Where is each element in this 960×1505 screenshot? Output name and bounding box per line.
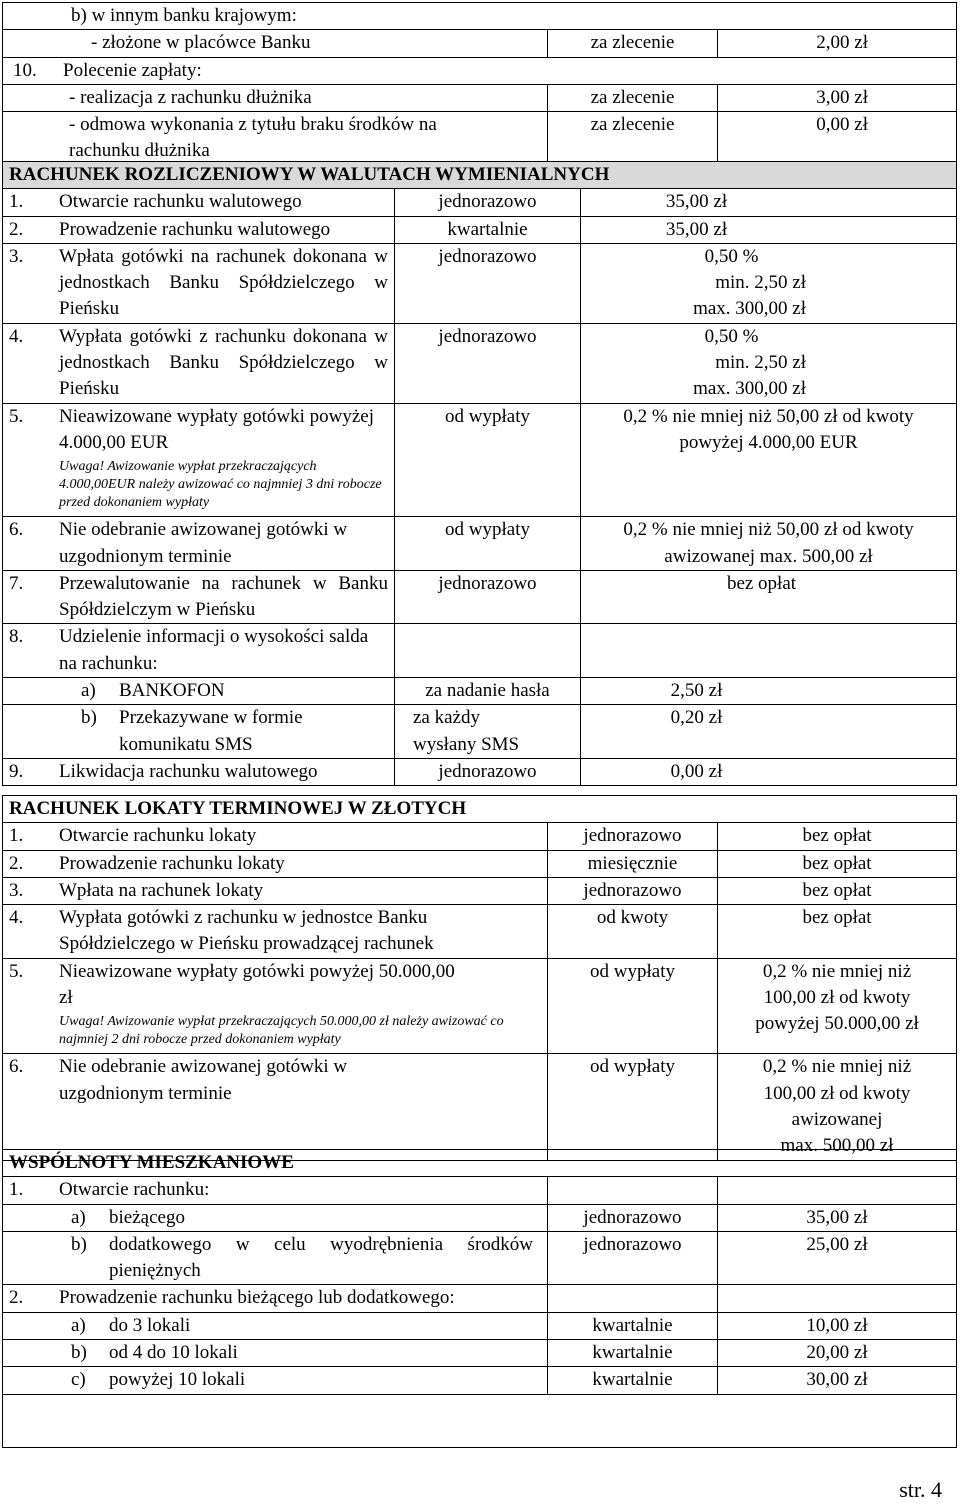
row-fee: bez opłat xyxy=(718,877,957,904)
row-label xyxy=(3,1054,548,1160)
row-label xyxy=(3,570,395,624)
table-row xyxy=(3,112,957,166)
row-text: Otwarcie rachunku walutowego xyxy=(59,191,302,213)
row-frequency: miesięcznie xyxy=(548,850,718,877)
row-text: dodatkowego w celu wyodrębnienia środków pieniężnych xyxy=(109,1233,533,1282)
row-fee: 20,00 zł xyxy=(718,1340,957,1367)
row-fee xyxy=(718,1285,957,1312)
fee-table-continued xyxy=(2,2,957,166)
fee-line: 0,2 % nie mniej niż 50,00 zł od kwoty xyxy=(623,405,914,427)
table-row xyxy=(3,1231,957,1285)
section-title: RACHUNEK LOKATY TERMINOWEJ W ZŁOTYCH xyxy=(3,796,957,823)
table-row xyxy=(3,30,957,57)
table-row xyxy=(3,850,957,877)
table-row xyxy=(3,823,957,850)
row-text: do 3 lokali xyxy=(109,1314,191,1336)
row-number: 8. xyxy=(9,626,24,648)
row-number: 2. xyxy=(9,218,24,240)
row-label xyxy=(3,850,548,877)
table-row xyxy=(3,3,957,30)
row-frequency: za zlecenie xyxy=(548,30,718,57)
row-frequency: od wypłaty xyxy=(395,517,581,571)
row-frequency: jednorazowo xyxy=(548,1204,718,1231)
row-fee: bez opłat xyxy=(718,823,957,850)
row-frequency: za nadanie hasła xyxy=(395,678,581,705)
row-frequency: od wypłaty xyxy=(395,403,581,517)
table-row xyxy=(3,517,957,571)
table-row xyxy=(3,758,957,785)
fee-line: max. 500,00 zł xyxy=(780,1135,894,1157)
table-row xyxy=(3,243,957,323)
row-label xyxy=(3,958,548,1054)
table-row xyxy=(3,216,957,243)
row-subletter: b) xyxy=(71,1342,87,1364)
table-row xyxy=(3,1204,957,1231)
row-fee: 3,00 zł xyxy=(718,84,957,111)
section-header xyxy=(3,162,957,189)
table-row xyxy=(3,705,957,759)
row-label xyxy=(3,624,395,678)
row-frequency: jednorazowo xyxy=(548,1231,718,1285)
row-note: Uwaga! Awizowanie wypłat przekraczających 50.000,00 zł należy awizować co najmniej 2 dni robocze przed dokonaniem wypłaty xyxy=(59,1014,504,1048)
row-fee: 35,00 zł xyxy=(581,216,957,243)
row-label xyxy=(3,517,395,571)
row-label xyxy=(3,216,395,243)
table-row xyxy=(3,1340,957,1367)
row-frequency: za każdy wysłany SMS xyxy=(395,705,581,759)
table-row xyxy=(3,189,957,216)
table-row xyxy=(3,570,957,624)
row-text: BANKOFON xyxy=(119,680,225,702)
row-label xyxy=(3,705,395,759)
row-label xyxy=(3,678,395,705)
row-text: Prowadzenie rachunku lokaty xyxy=(59,852,285,874)
row-frequency: jednorazowo xyxy=(395,758,581,785)
row-label xyxy=(3,877,548,904)
row-fee: 2,00 zł xyxy=(718,30,957,57)
row-label xyxy=(3,243,395,323)
row-label xyxy=(3,758,395,785)
row-subletter: c) xyxy=(71,1369,86,1391)
row-number: 10. xyxy=(13,59,37,81)
fee-max: max. 300,00 zł xyxy=(693,298,806,320)
row-text: Prowadzenie rachunku walutowego xyxy=(59,218,331,240)
row-number: 7. xyxy=(9,572,24,594)
row-frequency xyxy=(548,1285,718,1312)
row-number: 5. xyxy=(9,405,24,427)
row-text: bieżącego xyxy=(109,1206,185,1228)
row-subletter: b) xyxy=(71,1233,87,1255)
row-frequency: za zlecenie xyxy=(548,112,718,166)
row-subletter: a) xyxy=(71,1314,86,1336)
foreign-currency-table xyxy=(2,161,957,786)
table-row xyxy=(3,84,957,111)
row-label xyxy=(3,1312,548,1339)
row-frequency: jednorazowo xyxy=(395,323,581,403)
row-text: Otwarcie rachunku lokaty xyxy=(59,825,257,847)
table-row xyxy=(3,624,957,678)
table-row xyxy=(3,905,957,959)
row-note: Uwaga! Awizowanie wypłat przekraczających 4.000,00EUR należy awizować co najmniej 3 dni robocze przed dokonaniem wypłaty xyxy=(59,459,382,511)
fee-line: 0,2 % nie mniej niż 50,00 zł od kwoty xyxy=(623,519,914,541)
fee-line: 100,00 zł od kwoty xyxy=(763,1082,911,1104)
row-label: b) w innym banku krajowym: xyxy=(3,3,957,30)
row-label xyxy=(3,1231,548,1285)
table-row-empty xyxy=(3,1394,957,1447)
row-text: Prowadzenie rachunku bieżącego lub dodatkowego: xyxy=(59,1287,455,1309)
row-subletter: a) xyxy=(71,1206,86,1228)
fee-line: 0,2 % nie mniej niż xyxy=(762,1056,912,1078)
table-row xyxy=(3,1285,957,1312)
row-text: od 4 do 10 lokali xyxy=(109,1342,238,1364)
row-number: 4. xyxy=(9,325,24,347)
row-frequency xyxy=(548,1177,718,1204)
row-frequency: za zlecenie xyxy=(548,84,718,111)
row-number: 1. xyxy=(9,825,24,847)
row-frequency: jednorazowo xyxy=(548,877,718,904)
row-fee: 10,00 zł xyxy=(718,1312,957,1339)
section-title: RACHUNEK ROZLICZENIOWY W WALUTACH WYMIENIALNYCH xyxy=(3,162,957,189)
fee-max: max. 300,00 zł xyxy=(693,378,806,400)
row-fee: 0,00 zł xyxy=(718,112,957,166)
row-text: Przewalutowanie na rachunek w Banku Spółdzielczym w Pieńsku xyxy=(59,572,388,621)
table-row xyxy=(3,403,957,517)
empty-cell xyxy=(3,1394,957,1447)
row-fee: bez opłat xyxy=(718,850,957,877)
fee-line: 0,2 % nie mniej niż xyxy=(762,960,912,982)
row-number: 2. xyxy=(9,1287,24,1309)
row-frequency: kwartalnie xyxy=(395,216,581,243)
fee-line: powyżej 50.000,00 zł xyxy=(755,1013,919,1035)
fee-line: awizowanej max. 500,00 zł xyxy=(664,545,873,567)
row-label xyxy=(3,1285,548,1312)
row-text: Wypłata gotówki z rachunku dokonana w jednostkach Banku Spółdzielczego w Pieńsku xyxy=(59,325,388,400)
row-fee: 0,20 zł xyxy=(581,705,957,759)
row-label: - złożone w placówce Banku xyxy=(3,30,548,57)
fee-line: 100,00 zł od kwoty xyxy=(763,987,911,1009)
row-subletter: a) xyxy=(81,680,96,702)
row-label xyxy=(3,905,548,959)
row-frequency xyxy=(395,624,581,678)
row-fee: 30,00 zł xyxy=(718,1367,957,1394)
row-number: 1. xyxy=(9,1179,24,1201)
row-number: 2. xyxy=(9,852,24,874)
row-label xyxy=(3,403,395,517)
row-number: 3. xyxy=(9,245,24,267)
row-subletter: b) xyxy=(81,707,97,729)
table-row xyxy=(3,57,957,84)
row-fee xyxy=(581,624,957,678)
row-text: Nie odebranie awizowanej gotówki w uzgodnionym terminie xyxy=(59,519,348,567)
row-text: powyżej 10 lokali xyxy=(109,1369,246,1391)
table-row xyxy=(3,1177,957,1204)
row-fee xyxy=(581,243,957,323)
row-text: Nie odebranie awizowanej gotówki w uzgodnionym terminie xyxy=(59,1056,348,1104)
row-fee: bez opłat xyxy=(581,570,957,624)
fee-percent: 0,50 % xyxy=(704,325,759,347)
housing-communities-table xyxy=(2,1149,957,1448)
row-text: Wypłata gotówki z rachunku w jednostce Banku Spółdzielczego w Pieńsku prowadzącej rachunek xyxy=(59,907,434,955)
fee-line: awizowanej xyxy=(791,1108,883,1130)
row-number: 4. xyxy=(9,907,24,929)
row-frequency: jednorazowo xyxy=(395,570,581,624)
table-row xyxy=(3,323,957,403)
row-label xyxy=(3,1177,548,1204)
row-number: 9. xyxy=(9,760,24,782)
row-text: Likwidacja rachunku walutowego xyxy=(59,760,318,782)
table-row xyxy=(3,1367,957,1394)
row-frequency: od wypłaty xyxy=(548,1054,718,1160)
row-text: Udzielenie informacji o wysokości salda na rachunku: xyxy=(59,626,369,674)
row-fee xyxy=(718,1054,957,1160)
row-fee: 35,00 zł xyxy=(718,1204,957,1231)
row-frequency: kwartalnie xyxy=(548,1367,718,1394)
row-text: Nieawizowane wypłaty gotówki powyżej 4.000,00 EUR xyxy=(59,405,374,453)
row-frequency: jednorazowo xyxy=(395,243,581,323)
row-fee xyxy=(718,958,957,1054)
fee-min: min. 2,50 zł xyxy=(715,272,806,294)
row-text: Nieawizowane wypłaty gotówki powyżej 50.000,00 zł xyxy=(59,960,455,1009)
row-text: Przekazywane w formie komunikatu SMS xyxy=(119,707,303,755)
row-fee: 2,50 zł xyxy=(581,678,957,705)
row-fee: bez opłat xyxy=(718,905,957,959)
row-text: Otwarcie rachunku: xyxy=(59,1179,210,1201)
table-row xyxy=(3,958,957,1054)
row-label xyxy=(3,189,395,216)
row-fee xyxy=(581,323,957,403)
row-label: - realizacja z rachunku dłużnika xyxy=(3,84,548,111)
row-frequency: kwartalnie xyxy=(548,1312,718,1339)
row-frequency: od wypłaty xyxy=(548,958,718,1054)
table-row xyxy=(3,678,957,705)
row-frequency: jednorazowo xyxy=(548,823,718,850)
row-number: 6. xyxy=(9,1056,24,1078)
row-label xyxy=(3,57,957,84)
row-number: 3. xyxy=(9,879,24,901)
table-row xyxy=(3,877,957,904)
section-header xyxy=(3,796,957,823)
row-fee xyxy=(581,403,957,517)
table-row xyxy=(3,1054,957,1160)
row-fee: 35,00 zł xyxy=(581,189,957,216)
section-header xyxy=(3,1150,957,1177)
term-deposit-table xyxy=(2,795,957,1161)
section-title: WSPÓLNOTY MIESZKANIOWE xyxy=(3,1150,957,1177)
row-fee xyxy=(718,1177,957,1204)
row-fee: 25,00 zł xyxy=(718,1231,957,1285)
row-fee xyxy=(581,517,957,571)
row-label xyxy=(3,1340,548,1367)
fee-percent: 0,50 % xyxy=(704,245,759,267)
row-text: Polecenie zapłaty: xyxy=(63,59,202,81)
row-fee: 0,00 zł xyxy=(581,758,957,785)
row-label xyxy=(3,823,548,850)
row-label xyxy=(3,1367,548,1394)
row-number: 5. xyxy=(9,960,24,982)
row-label xyxy=(3,1204,548,1231)
row-label xyxy=(3,323,395,403)
row-label: - odmowa wykonania z tytułu braku środków na rachunku dłużnika xyxy=(3,112,548,166)
page-number: str. 4 xyxy=(899,1477,942,1502)
fee-min: min. 2,50 zł xyxy=(715,352,806,374)
row-number: 1. xyxy=(9,191,24,213)
row-frequency: kwartalnie xyxy=(548,1340,718,1367)
row-number: 6. xyxy=(9,519,24,541)
row-text: Wpłata na rachunek lokaty xyxy=(59,879,264,901)
table-row xyxy=(3,1312,957,1339)
fee-line: powyżej 4.000,00 EUR xyxy=(679,431,858,453)
row-frequency: od kwoty xyxy=(548,905,718,959)
row-frequency: jednorazowo xyxy=(395,189,581,216)
row-text: Wpłata gotówki na rachunek dokonana w jednostkach Banku Spółdzielczego w Pieńsku xyxy=(59,245,388,320)
